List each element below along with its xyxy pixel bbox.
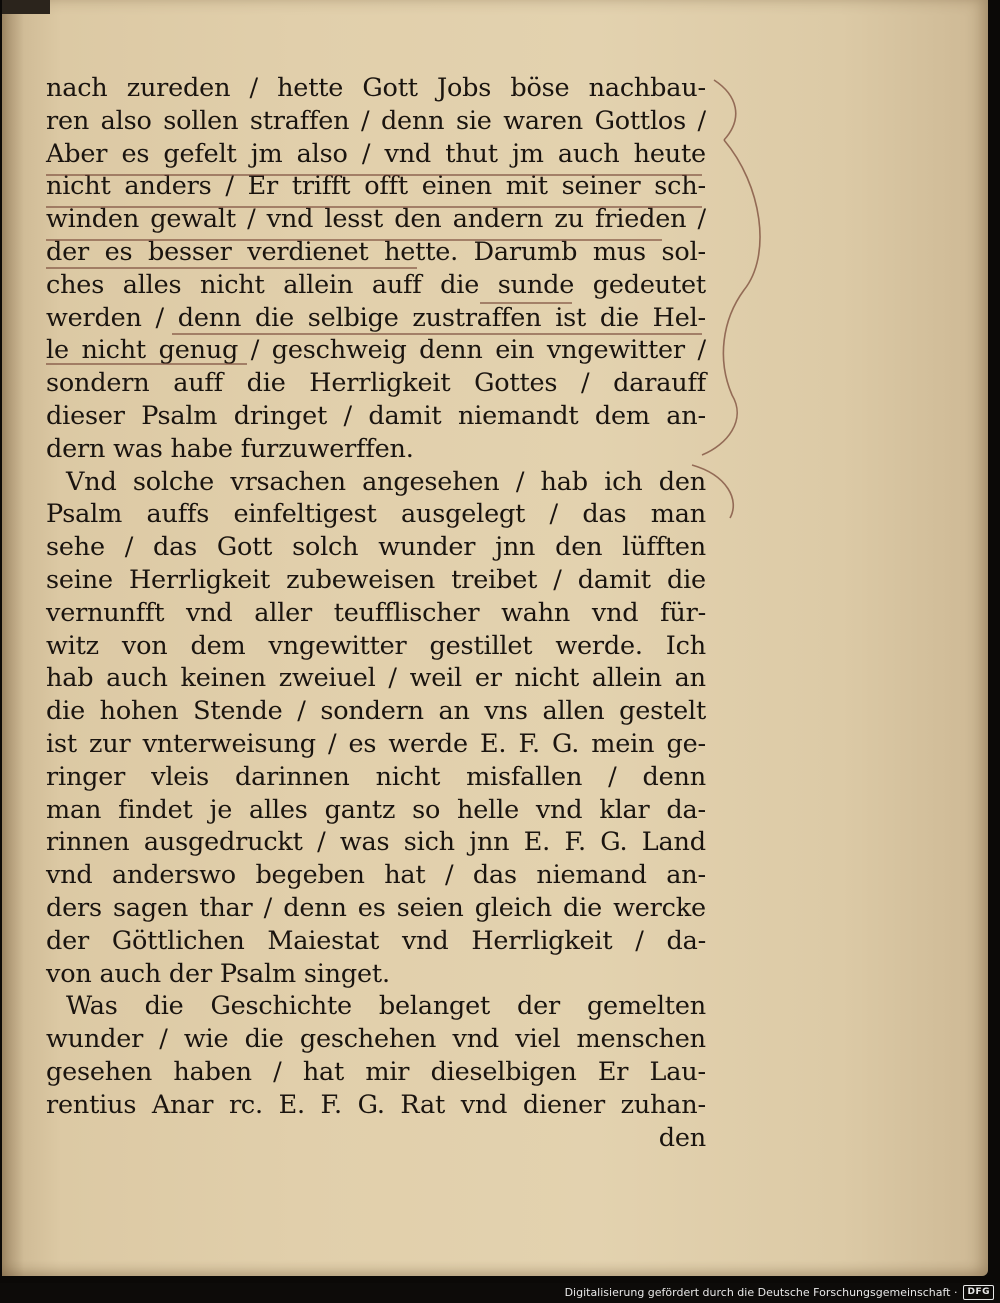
text-line: dieser Psalm dringet / damit niemandt dem an- [46,400,706,431]
text-line: hab auch keinen zweiuel / weil er nicht allein an [46,663,706,694]
text-line: dern was habe furzuwerffen. [46,433,414,464]
text-line: die hohen Stende / sondern an vns allen gestelt [46,696,706,727]
catchword: den [658,1122,706,1153]
digitization-footer [565,1283,994,1301]
text-line: von auch der Psalm singet. [46,958,390,989]
text-line: Aber es gefelt jm also / vnd thut jm auch heute [46,138,706,169]
text-line: ringer vleis darinnen nicht misfallen / denn [46,761,706,792]
margin-bracket-2 [702,140,760,455]
text-line: sondern auff die Herrligkeit Gottes / darauff [46,368,706,399]
text-line: ist zur vnterweisung / es werde E. F. G. mein ge- [46,728,706,759]
text-line: witz von dem vngewitter gestillet werde. Ich [46,630,706,661]
text-line: Psalm auffs einfeltigest ausgelegt / das man [46,499,706,530]
text-line: le nicht genug / geschweig denn ein vngewitter / [46,335,706,366]
text-line: gesehen haben / hat mir dieselbigen Er Lau- [46,1056,706,1087]
text-line: wunder / wie die geschehen vnd viel menschen [46,1024,706,1055]
text-line: nach zureden / hette Gott Jobs böse nachbau- [46,73,706,103]
margin-bracket-3 [692,465,733,518]
margin-bracket-1 [714,80,736,140]
text-line: der es besser verdienet hette. Darumb mus sol- [46,236,706,267]
footer-credit: Digitalisierung gefördert durch die Deutsche Forschungsgemeinschaft · [564,1285,958,1299]
text-line: Vnd solche vrsachen angesehen / hab ich den [66,466,706,497]
dfg-logo: DFG [963,1285,994,1300]
text-line: Was die Geschichte belanget der gemelten [66,991,706,1022]
text-line: seine Herrligkeit zubeweisen treibet / damit die [46,564,706,595]
text-line: vernunfft vnd aller teufflischer wahn vnd für- [46,597,706,628]
text-line: rinnen ausgedruckt / was sich jnn E. F. G. Land [46,827,706,858]
text-line: nicht anders / Er trifft offt einen mit seiner sch- [46,171,706,202]
text-line: ren also sollen straffen / denn sie waren Gottlos / [46,105,706,136]
text-line: man findet je alles gantz so helle vnd klar da- [46,794,706,825]
text-line: rentius Anar rc. E. F. G. Rat vnd diener zuhan- [46,1089,706,1120]
text-line: werden / denn die selbige zustraffen ist die Hel- [46,302,706,333]
handwritten-annotations [2,0,988,1276]
text-line: sehe / das Gott solch wunder jnn den lüfften [46,532,706,563]
text-line: ders sagen thar / denn es seien gleich die wercke [46,892,706,923]
text-line: ches alles nicht allein auff die sunde gedeutet [46,269,706,300]
book-page [2,0,988,1276]
text-line: vnd anderswo begeben hat / das niemand an- [46,860,706,891]
text-line: winden gewalt / vnd lesst den andern zu frieden / [46,204,706,235]
text-line: der Göttlichen Maiestat vnd Herrligkeit / da- [46,925,706,956]
